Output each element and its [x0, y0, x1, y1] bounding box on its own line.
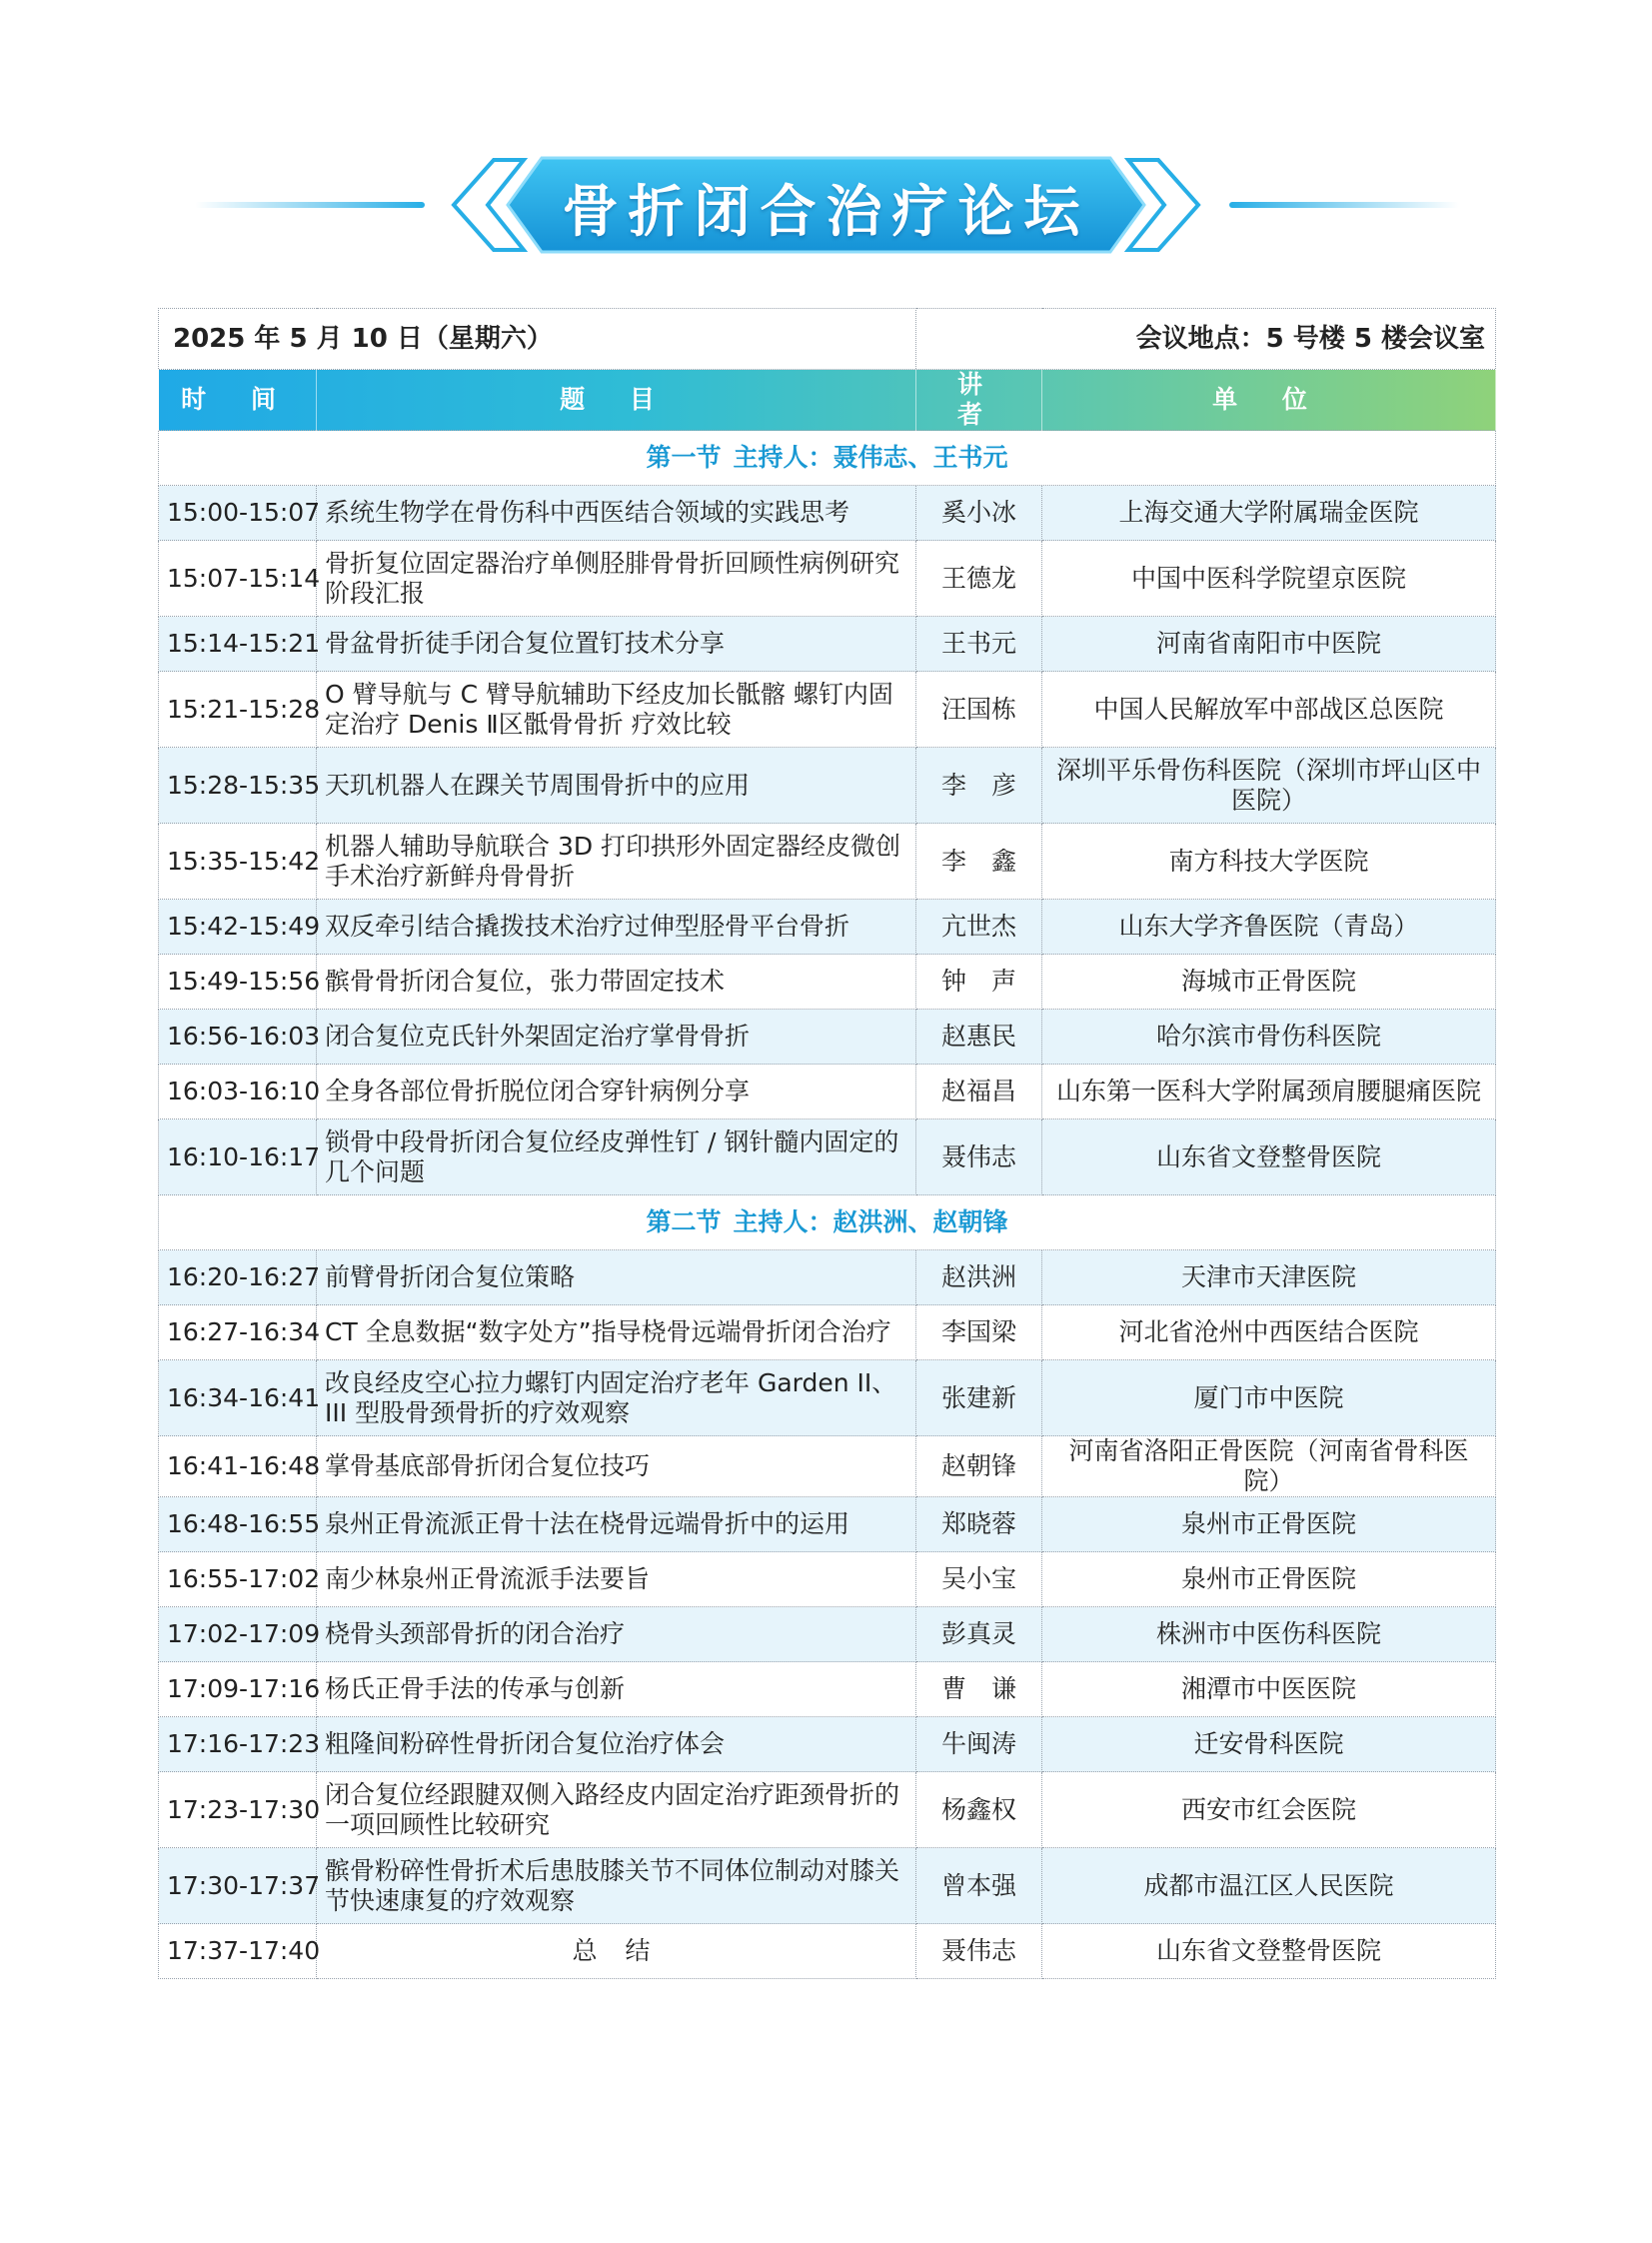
- speaker-cell: 亢世杰: [916, 900, 1042, 955]
- unit-cell: 中国人民解放军中部战区总医院: [1042, 672, 1496, 748]
- header-time: 时 间: [159, 370, 317, 431]
- unit-cell: 天津市天津医院: [1042, 1250, 1496, 1305]
- time-cell: 16:48-16:55: [159, 1497, 317, 1552]
- time-cell: 15:07-15:14: [159, 541, 317, 617]
- topic-cell: 闭合复位经跟腱双侧入路经皮内固定治疗距颈骨折的一项回顾性比较研究: [317, 1772, 916, 1848]
- unit-cell: 中国中医科学院望京医院: [1042, 541, 1496, 617]
- speaker-cell: 李 鑫: [916, 824, 1042, 900]
- topic-cell: 总 结: [317, 1924, 916, 1979]
- topic-cell: 天玑机器人在踝关节周围骨折中的应用: [317, 748, 916, 824]
- unit-cell: 南方科技大学医院: [1042, 824, 1496, 900]
- time-cell: 16:55-17:02: [159, 1552, 317, 1607]
- unit-cell: 湘潭市中医医院: [1042, 1662, 1496, 1717]
- unit-cell: 河南省洛阳正骨医院（河南省骨科医院）: [1042, 1436, 1496, 1497]
- unit-cell: 山东省文登整骨医院: [1042, 1924, 1496, 1979]
- table-row: [159, 541, 1496, 617]
- time-cell: 16:41-16:48: [159, 1436, 317, 1497]
- header-speaker: 讲 者: [916, 370, 1042, 431]
- time-cell: 16:03-16:10: [159, 1065, 317, 1120]
- unit-cell: 厦门市中医院: [1042, 1360, 1496, 1436]
- time-cell: 17:23-17:30: [159, 1772, 317, 1848]
- session-hosts: 主持人：赵洪洲、赵朝锋: [733, 1207, 1008, 1236]
- unit-cell: 泉州市正骨医院: [1042, 1552, 1496, 1607]
- table-row: [159, 824, 1496, 900]
- table-row: [159, 617, 1496, 672]
- table-row: [159, 1772, 1496, 1848]
- table-row: [159, 1360, 1496, 1436]
- unit-cell: 株洲市中医伤科医院: [1042, 1607, 1496, 1662]
- unit-cell: 深圳平乐骨伤科医院（深圳市坪山区中医院）: [1042, 748, 1496, 824]
- time-cell: 17:37-17:40: [159, 1924, 317, 1979]
- topic-cell: 杨氏正骨手法的传承与创新: [317, 1662, 916, 1717]
- speaker-cell: 聂伟志: [916, 1120, 1042, 1195]
- time-cell: 16:34-16:41: [159, 1360, 317, 1436]
- topic-cell: 桡骨头颈部骨折的闭合治疗: [317, 1607, 916, 1662]
- session-hosts: 主持人：聂伟志、王书元: [733, 443, 1008, 472]
- speaker-cell: 赵福昌: [916, 1065, 1042, 1120]
- speaker-cell: 李国梁: [916, 1305, 1042, 1360]
- time-cell: 17:09-17:16: [159, 1662, 317, 1717]
- speaker-cell: 郑晓蓉: [916, 1497, 1042, 1552]
- info-row: [159, 309, 1496, 370]
- table-row: [159, 486, 1496, 541]
- topic-cell: O 臂导航与 C 臂导航辅助下经皮加长骶髂 螺钉内固定治疗 Denis Ⅱ区骶骨骨折 疗效比较: [317, 672, 916, 748]
- table-row: [159, 900, 1496, 955]
- table-row: [159, 748, 1496, 824]
- header-topic: 题 目: [317, 370, 916, 431]
- time-cell: 17:30-17:37: [159, 1848, 317, 1924]
- header-unit: 单 位: [1042, 370, 1496, 431]
- speaker-cell: 牛闽涛: [916, 1717, 1042, 1772]
- page-title: 骨折闭合治疗论坛: [562, 180, 1090, 245]
- time-cell: 16:20-16:27: [159, 1250, 317, 1305]
- topic-cell: 改良经皮空心拉力螺钉内固定治疗老年 Garden II、III 型股骨颈骨折的疗效观察: [317, 1360, 916, 1436]
- speaker-cell: 王德龙: [916, 541, 1042, 617]
- speaker-cell: 曾本强: [916, 1848, 1042, 1924]
- unit-cell: 山东大学齐鲁医院（青岛）: [1042, 900, 1496, 955]
- unit-cell: 海城市正骨医院: [1042, 955, 1496, 1010]
- topic-cell: 南少林泉州正骨流派手法要旨: [317, 1552, 916, 1607]
- table-row: [159, 672, 1496, 748]
- table-row: [159, 1497, 1496, 1552]
- table-row: [159, 1924, 1496, 1979]
- table-row: [159, 1848, 1496, 1924]
- speaker-cell: 聂伟志: [916, 1924, 1042, 1979]
- topic-cell: 泉州正骨流派正骨十法在桡骨远端骨折中的运用: [317, 1497, 916, 1552]
- date-label: 2025 年 5 月 10 日（星期六）: [159, 309, 916, 370]
- title-banner: [0, 150, 1652, 260]
- speaker-cell: 钟 声: [916, 955, 1042, 1010]
- time-cell: 15:49-15:56: [159, 955, 317, 1010]
- schedule-table: [158, 308, 1496, 1979]
- table-row: [159, 1436, 1496, 1497]
- table-header: [159, 370, 1496, 431]
- topic-cell: 闭合复位克氏针外架固定治疗掌骨骨折: [317, 1010, 916, 1065]
- unit-cell: 迁安骨科医院: [1042, 1717, 1496, 1772]
- topic-cell: CT 全息数据“数字处方”指导桡骨远端骨折闭合治疗: [317, 1305, 916, 1360]
- speaker-cell: 张建新: [916, 1360, 1042, 1436]
- unit-cell: 上海交通大学附属瑞金医院: [1042, 486, 1496, 541]
- table-row: [159, 1552, 1496, 1607]
- session-label: 第二节: [646, 1207, 722, 1236]
- topic-cell: 前臂骨折闭合复位策略: [317, 1250, 916, 1305]
- time-cell: 17:16-17:23: [159, 1717, 317, 1772]
- topic-cell: 髌骨骨折闭合复位，张力带固定技术: [317, 955, 916, 1010]
- speaker-cell: 汪国栋: [916, 672, 1042, 748]
- topic-cell: 全身各部位骨折脱位闭合穿针病例分享: [317, 1065, 916, 1120]
- session-label: 第一节: [646, 443, 722, 472]
- topic-cell: 系统生物学在骨伤科中西医结合领域的实践思考: [317, 486, 916, 541]
- time-cell: 15:00-15:07: [159, 486, 317, 541]
- unit-cell: 河南省南阳市中医院: [1042, 617, 1496, 672]
- time-cell: 16:27-16:34: [159, 1305, 317, 1360]
- table-row: [159, 1120, 1496, 1195]
- topic-cell: 掌骨基底部骨折闭合复位技巧: [317, 1436, 916, 1497]
- time-cell: 15:14-15:21: [159, 617, 317, 672]
- time-cell: 16:56-16:03: [159, 1010, 317, 1065]
- topic-cell: 骨折复位固定器治疗单侧胫腓骨骨折回顾性病例研究阶段汇报: [317, 541, 916, 617]
- time-cell: 17:02-17:09: [159, 1607, 317, 1662]
- topic-cell: 双反牵引结合撬拨技术治疗过伸型胫骨平台骨折: [317, 900, 916, 955]
- table-row: [159, 1607, 1496, 1662]
- topic-cell: 粗隆间粉碎性骨折闭合复位治疗体会: [317, 1717, 916, 1772]
- topic-cell: 机器人辅助导航联合 3D 打印拱形外固定器经皮微创手术治疗新鲜舟骨骨折: [317, 824, 916, 900]
- speaker-cell: 杨鑫权: [916, 1772, 1042, 1848]
- table-row: [159, 955, 1496, 1010]
- time-cell: 16:10-16:17: [159, 1120, 317, 1195]
- session-header: [159, 1195, 1496, 1250]
- session-title: [159, 1195, 1496, 1250]
- time-cell: 15:42-15:49: [159, 900, 317, 955]
- speaker-cell: 李 彦: [916, 748, 1042, 824]
- table-row: [159, 1305, 1496, 1360]
- table-row: [159, 1717, 1496, 1772]
- session-header: [159, 431, 1496, 486]
- venue-label: 会议地点：5 号楼 5 楼会议室: [916, 309, 1496, 370]
- time-cell: 15:21-15:28: [159, 672, 317, 748]
- speaker-cell: 彭真灵: [916, 1607, 1042, 1662]
- unit-cell: 哈尔滨市骨伤科医院: [1042, 1010, 1496, 1065]
- table-row: [159, 1250, 1496, 1305]
- topic-cell: 髌骨粉碎性骨折术后患肢膝关节不同体位制动对膝关节快速康复的疗效观察: [317, 1848, 916, 1924]
- time-cell: 15:28-15:35: [159, 748, 317, 824]
- table-row: [159, 1065, 1496, 1120]
- unit-cell: 山东省文登整骨医院: [1042, 1120, 1496, 1195]
- speaker-cell: 王书元: [916, 617, 1042, 672]
- speaker-cell: 吴小宝: [916, 1552, 1042, 1607]
- table-row: [159, 1010, 1496, 1065]
- topic-cell: 锁骨中段骨折闭合复位经皮弹性钉 / 钢针髓内固定的几个问题: [317, 1120, 916, 1195]
- unit-cell: 河北省沧州中西医结合医院: [1042, 1305, 1496, 1360]
- table-row: [159, 1662, 1496, 1717]
- time-cell: 15:35-15:42: [159, 824, 317, 900]
- unit-cell: 西安市红会医院: [1042, 1772, 1496, 1848]
- speaker-cell: 赵惠民: [916, 1010, 1042, 1065]
- speaker-cell: 赵朝锋: [916, 1436, 1042, 1497]
- speaker-cell: 赵洪洲: [916, 1250, 1042, 1305]
- unit-cell: 山东第一医科大学附属颈肩腰腿痛医院: [1042, 1065, 1496, 1120]
- speaker-cell: 奚小冰: [916, 486, 1042, 541]
- topic-cell: 骨盆骨折徒手闭合复位置钉技术分享: [317, 617, 916, 672]
- session-title: [159, 431, 1496, 486]
- unit-cell: 成都市温江区人民医院: [1042, 1848, 1496, 1924]
- speaker-cell: 曹 谦: [916, 1662, 1042, 1717]
- unit-cell: 泉州市正骨医院: [1042, 1497, 1496, 1552]
